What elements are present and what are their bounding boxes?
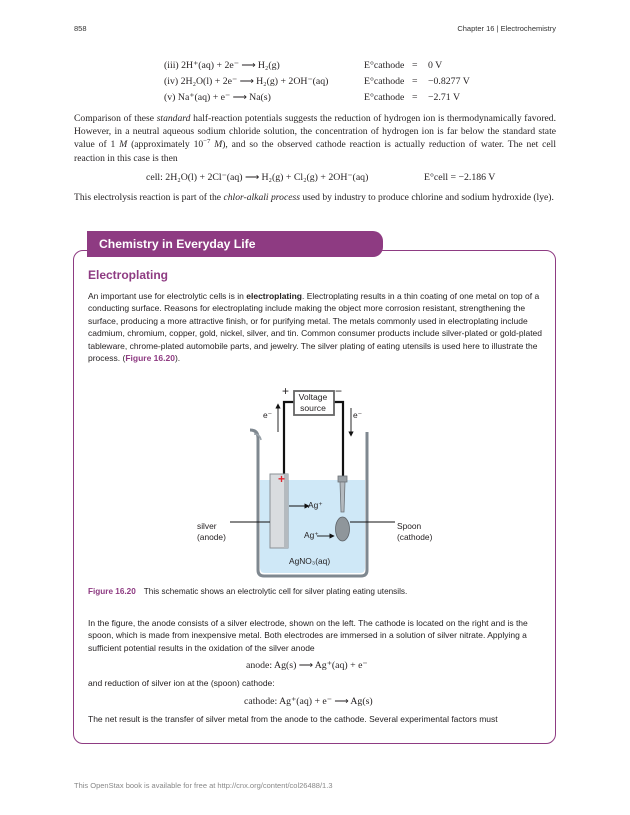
reaction-potential-symbol: E°cathode (364, 76, 405, 87)
plus-terminal: + (282, 384, 290, 398)
feature-paragraph-cathode: and reduction of silver ion at the (spoon) cathode: (88, 678, 275, 688)
ion-label-1: Ag⁺ (308, 500, 323, 510)
solution-label: AgNO₃(aq) (289, 556, 331, 566)
anode-equation: anode: Ag(s) ⟶ Ag⁺(aq) + e⁻ (246, 660, 368, 671)
reaction-equation: (v) Na⁺(aq) + e⁻ ⟶ Na(s) (164, 92, 271, 103)
electron-label-left: e⁻ (263, 410, 273, 420)
reaction-equation: (iii) 2H⁺(aq) + 2e⁻ ⟶ H₂(g) (164, 60, 280, 71)
page-number: 858 (74, 24, 87, 33)
body-paragraph-comparison: Comparison of these standard half-reaction potentials suggests the reduction of hydrogen ion is thermodynamically favored. However, in a neutral aqueous sodium chloride solution, the concentration of hydrogen ion is far below the standard state value of 1 M (approximately $10^{-7}$ M), and so the observed cathode reaction is actually reduction of water. The net cell reaction in this case is then (74, 113, 557, 164)
figure-caption-text: This schematic shows an electrolytic cell for silver plating eating utensils. (143, 587, 408, 596)
ion-label-2: Ag⁺ (304, 530, 319, 540)
electron-label-right: e⁻ (353, 410, 363, 420)
body-paragraph-chlor-alkali: This electrolysis reaction is part of the chlor-alkali process used by industry to produce chlorine and sodium hydroxide (lye). (74, 192, 554, 203)
cathode-equation: cathode: Ag⁺(aq) + e⁻ ⟶ Ag(s) (244, 696, 373, 707)
spoon-handle (340, 482, 345, 512)
anode-plus-sign: + (278, 472, 286, 486)
cell-potential: E°cell = −2.186 V (424, 172, 496, 183)
reaction-equation: (iv) 2H₂O(l) + 2e⁻ ⟶ H₂(g) + 2OH⁻(aq) (164, 76, 329, 87)
spoon-clip (338, 476, 347, 482)
figure-caption (88, 587, 407, 596)
reaction-potential-symbol: E°cathode (364, 60, 405, 71)
reaction-potential-symbol: E°cathode (364, 92, 405, 103)
feature-paragraph-net: The net result is the transfer of silver metal from the anode to the cathode. Several experimental factors must (88, 714, 498, 724)
footer-note: This OpenStax book is available for free at http://cnx.org/content/col26488/1.3 (74, 781, 333, 790)
silver-anode-label: silver (anode) (197, 521, 226, 542)
minus-terminal: − (335, 384, 343, 398)
chapter-header: Chapter 16 | Electrochemistry (457, 24, 556, 33)
spoon-cathode-label: Spoon (cathode) (397, 521, 433, 542)
feature-paragraph-anode: In the figure, the anode consists of a silver electrode, shown on the left. The cathode is located on the right and is the spoon, which is made from inexpensive metal. Both electrodes are immersed in a solution of silver nitrate. Applying a sufficient potential results in the oxidation of the silver anode (88, 618, 528, 653)
reaction-potential-value: −0.8277 V (428, 76, 470, 87)
cell-reaction-equation: cell: 2H₂O(l) + 2Cl⁻(aq) ⟶ H₂(g) + Cl₂(g) + 2OH⁻(aq) (146, 172, 369, 183)
voltage-source-label: Voltage source (298, 392, 328, 413)
figure-link[interactable]: Figure 16.20 (125, 353, 175, 364)
feature-intro-paragraph: An important use for electrolytic cells is in electroplating. Electroplating results in a thin coating of one metal on top of a conducting surface. Reasons for electroplating include making the object more corrosion resistant, strengthening the surface, producing a more attractive finish, or for purifying metal. The metals commonly used in electroplating include cadmium, chromium, copper, gold, nickel, silver, and tin. Common consumer products include silver-plated or gold-plated tableware, chrome-plated automobile parts, and jewelry. The silver plating of eating utensils is used here to illustrate the process. (Figure 16.20). (88, 291, 543, 364)
spoon-bowl (336, 517, 350, 541)
feature-banner: Chemistry in Everyday Life (87, 231, 383, 257)
feature-title: Electroplating (88, 268, 169, 282)
figure-caption-label: Figure 16.20 (88, 587, 136, 596)
reaction-potential-value: −2.71 V (428, 92, 461, 103)
reaction-potential-value: 0 V (428, 60, 443, 71)
